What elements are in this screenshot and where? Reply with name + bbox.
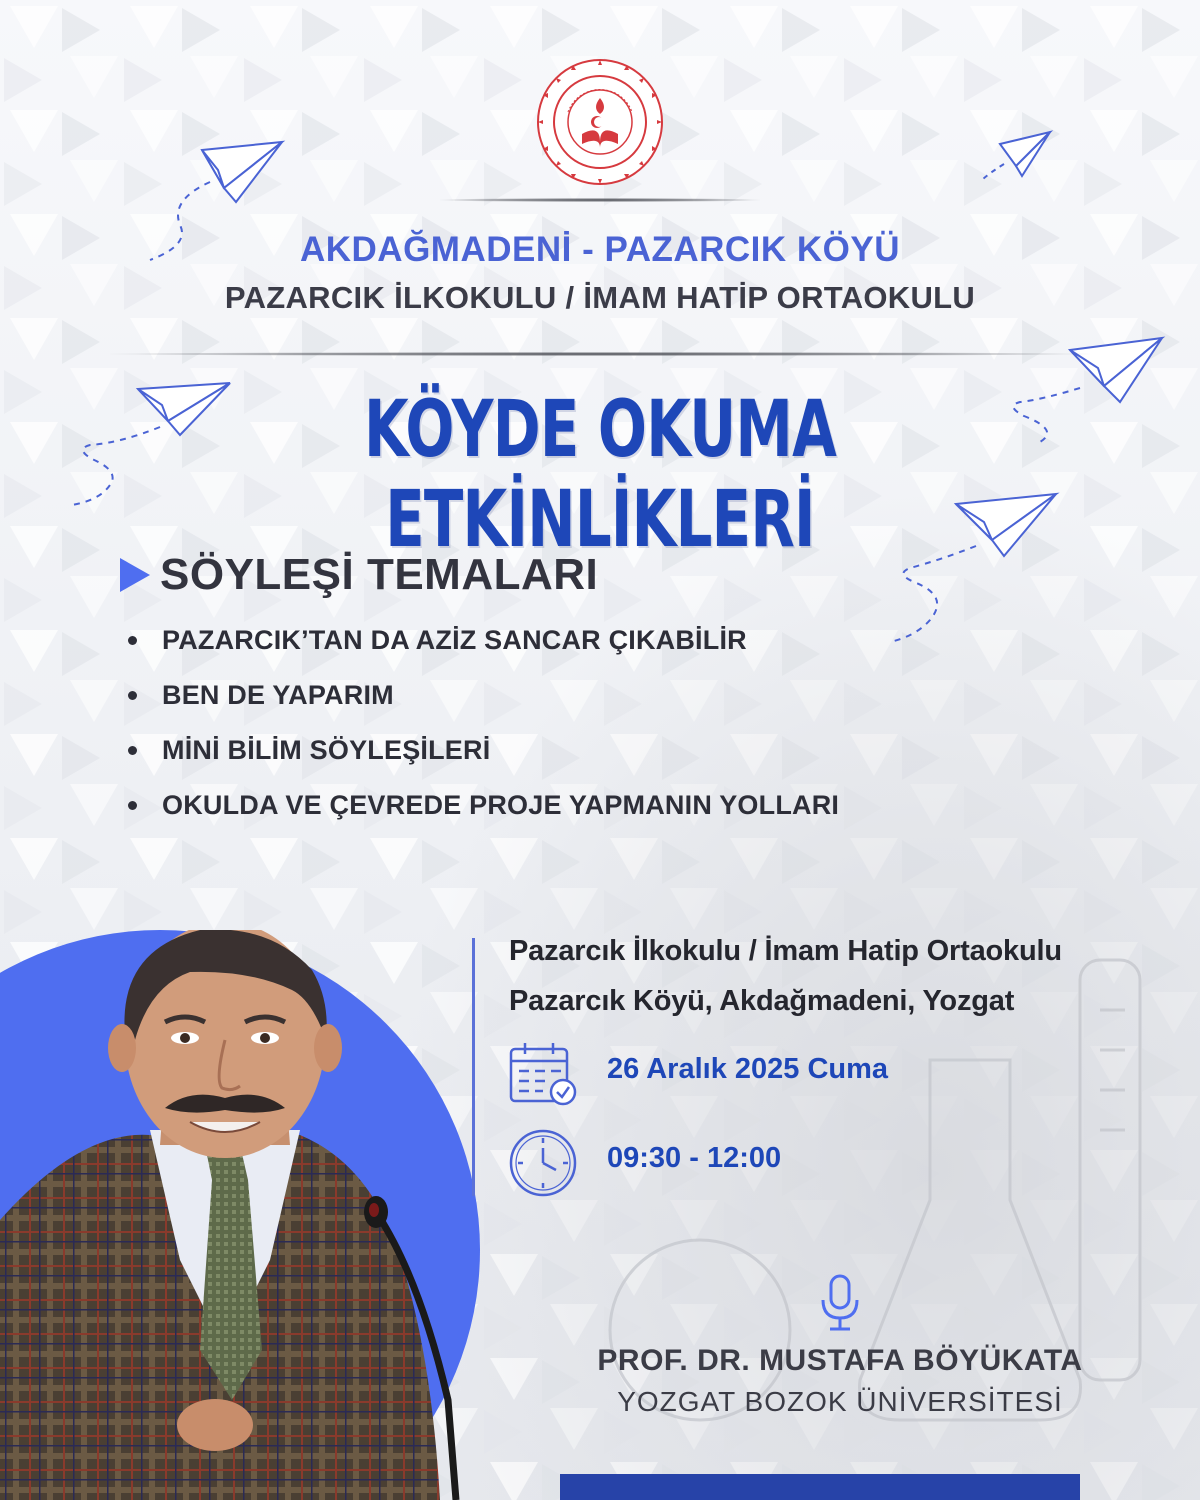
schools-heading: PAZARCIK İLKOKULU / İMAM HATİP ORTAOKULU [224,280,976,315]
venue-school: Pazarcık İlkokulu / İmam Hatip Ortaokulu [509,935,1062,967]
calendar-check-icon [507,1041,577,1107]
topic-label: BEN DE YAPARIM [162,680,394,710]
topic-label: PAZARCIK’TAN DA AZİZ SANCAR ÇIKABİLİR [162,625,747,655]
topic-label: MİNİ BİLİM SÖYLEŞİLERİ [162,735,491,765]
venue-address: Pazarcık Köyü, Akdağmadeni, Yozgat [509,985,1015,1017]
bullet-icon [128,691,137,700]
list-item [128,620,839,675]
speaker-name: PROF. DR. MUSTAFA BÖYÜKATA [597,1344,1083,1377]
paper-plane-icon [980,128,1060,188]
event-time: 09:30 - 12:00 [607,1142,782,1174]
microphone-icon [818,1274,862,1332]
clock-icon [508,1128,578,1198]
topic-label: OKULDA VE ÇEVREDE PROJE YAPMANIN YOLLARI [162,790,840,820]
bullet-icon [128,746,137,755]
bullet-icon [128,636,137,645]
bullet-icon [128,801,137,810]
triangle-play-icon [118,556,152,594]
section-heading: SÖYLEŞİ TEMALARI [160,550,599,599]
list-item [128,785,839,840]
location-heading: AKDAĞMADENİ - PAZARCIK KÖYÜ [299,230,901,269]
event-date: 26 Aralık 2025 Cuma [607,1053,889,1085]
main-title: KÖYDE OKUMA ETKİNLİKLERİ [363,385,837,565]
speaker-photo [0,930,470,1500]
bottom-bar [560,1474,1080,1500]
speaker-affiliation: YOZGAT BOZOK ÜNİVERSİTESİ [617,1386,1063,1417]
info-divider [472,938,475,1196]
list-item [128,675,839,730]
list-item [128,730,839,785]
divider-line [110,352,1090,356]
divider-line [440,198,760,202]
ministry-seal-logo [536,58,664,186]
topic-list [128,620,839,840]
